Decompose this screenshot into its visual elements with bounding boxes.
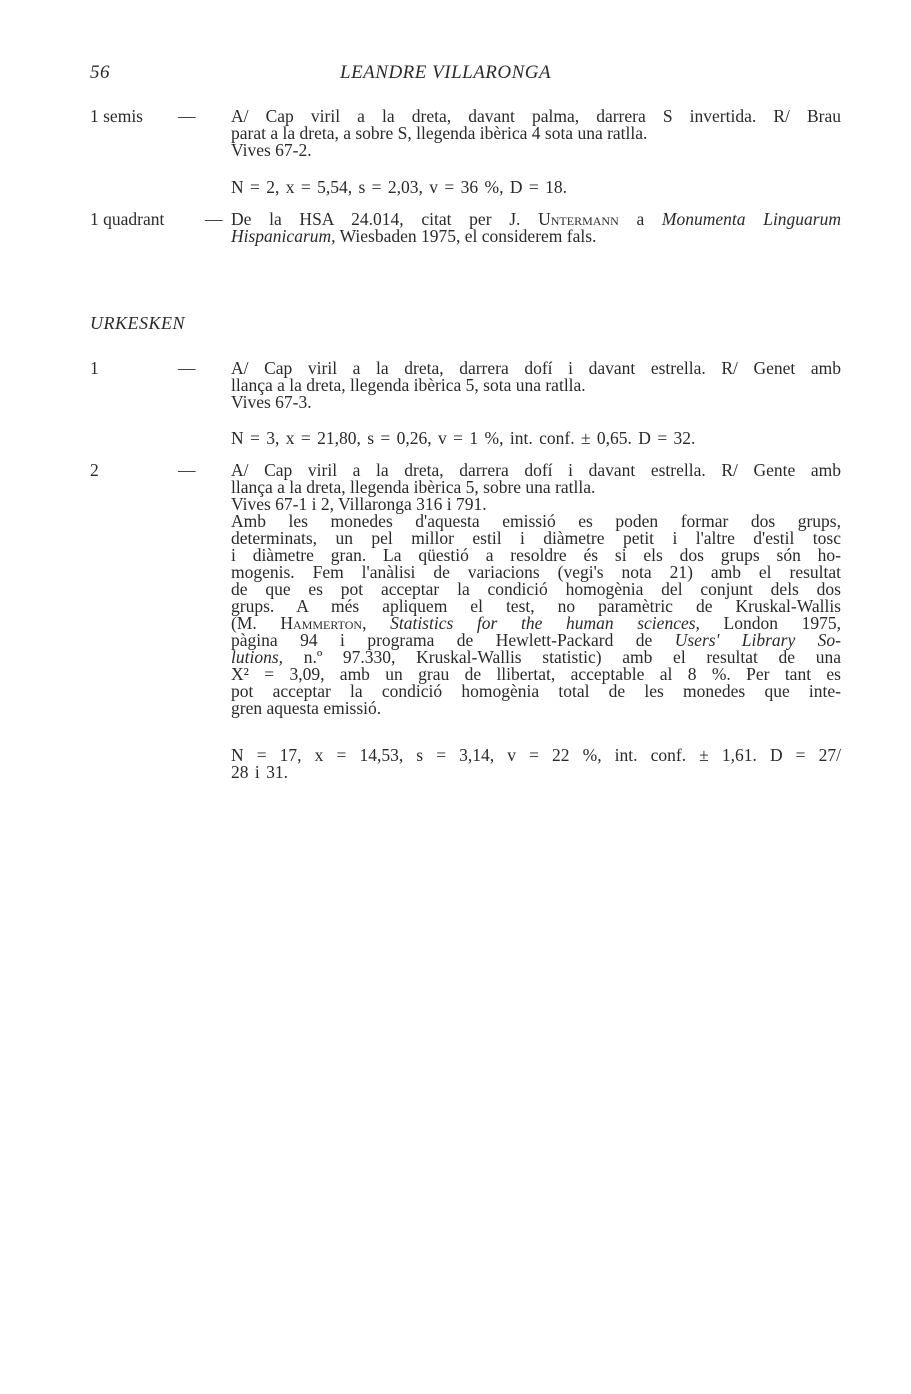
paragraph-line: grups. A més apliquem el test, no paramètric de Kruskal-Wallis <box>231 596 841 616</box>
entry-dash: — <box>178 106 196 126</box>
entry-description <box>231 211 841 245</box>
paragraph-line: de que es pot acceptar la condició homogènia del conjunt dels dos <box>231 579 841 599</box>
paragraph-line: (M. Hammerton, Statistics for the human sciences, London 1975, <box>231 613 841 633</box>
paragraph-line: i diàmetre gran. La qüestió a resoldre és si els dos grups són ho- <box>231 545 841 565</box>
entry-dash: — <box>205 209 223 229</box>
paragraph-line: lutions, n.º 97.330, Kruskal-Wallis statistic) amb el resultat de una <box>231 647 841 667</box>
entry-statistics: N = 3, x = 21,80, s = 0,26, v = 1 %, int. conf. ± 0,65. D = 32. <box>231 428 696 448</box>
entry-description <box>231 462 841 717</box>
page-number: 56 <box>90 62 110 83</box>
paragraph-line: X² = 3,09, amb un grau de llibertat, acceptable al 8 %. Per tant es <box>231 664 841 684</box>
entry-label: 2 <box>90 460 99 480</box>
description-line: A/ Cap viril a la dreta, darrera dofí i davant estrella. R/ Gente amb <box>231 460 841 480</box>
paragraph-line: pàgina 94 i programa de Hewlett-Packard de Users' Library So- <box>231 630 841 650</box>
paragraph-line: pot acceptar la condició homogènia total de les monedes que inte- <box>231 681 841 701</box>
description-line: Vives 67-2. <box>231 140 312 160</box>
description-line: parat a la dreta, a sobre S, llegenda ibèrica 4 sota una ratlla. <box>231 123 648 143</box>
paragraph-line: mogenis. Fem l'anàlisi de variacions (vegi's nota 21) amb el resultat <box>231 562 841 582</box>
description-line: De la HSA 24.014, citat per J. Untermann a Monumenta Linguarum <box>231 209 842 229</box>
entry-dash: — <box>178 460 196 480</box>
entry-label: 1 <box>90 358 99 378</box>
author-name: Hammerton <box>280 613 363 633</box>
work-title: Hispanicarum, <box>231 226 336 246</box>
description-line: Vives 67-1 i 2, Villaronga 316 i 791. <box>231 494 487 514</box>
entry-description <box>231 360 841 411</box>
paragraph-line: Amb les monedes d'aquesta emissió es poden formar dos grups, <box>231 511 841 531</box>
work-title: Monumenta Linguarum <box>661 209 842 229</box>
paragraph-line: determinats, un pel millor estil i diàmetre petit i l'altre d'estil tosc <box>231 528 841 548</box>
description-line: llança a la dreta, llegenda ibèrica 5, sobre una ratlla. <box>231 477 596 497</box>
work-title: Statistics for the human sciences, <box>390 613 700 633</box>
description-line: A/ Cap viril a la dreta, davant palma, darrera S invertida. R/ Brau <box>231 106 841 126</box>
description-line: llança a la dreta, llegenda ibèrica 5, sota una ratlla. <box>231 375 586 395</box>
description-line: Vives 67-3. <box>231 392 312 412</box>
author-name: Untermann <box>538 209 619 229</box>
paragraph-line: gren aquesta emissió. <box>231 698 382 718</box>
running-title: LEANDRE VILLARONGA <box>340 62 552 83</box>
entry-statistics: N = 17, x = 14,53, s = 3,14, v = 22 %, int. conf. ± 1,61. D = 27/ <box>231 745 841 765</box>
entry-description <box>231 108 841 159</box>
entry-label: 1 quadrant <box>90 209 165 229</box>
description-line: Hispanicarum, Wiesbaden 1975, el considerem fals. <box>231 226 597 246</box>
entry-statistics: N = 2, x = 5,54, s = 2,03, v = 36 %, D = 18. <box>231 177 568 197</box>
entry-statistics-continued: 28 i 31. <box>231 762 288 782</box>
description-line: A/ Cap viril a la dreta, darrera dofí i davant estrella. R/ Genet amb <box>231 358 841 378</box>
work-title: Users' Library So- <box>674 630 841 650</box>
entry-label: 1 semis <box>90 106 143 126</box>
work-title: lutions, <box>231 647 284 667</box>
section-title: URKESKEN <box>90 313 186 333</box>
entry-dash: — <box>178 358 196 378</box>
